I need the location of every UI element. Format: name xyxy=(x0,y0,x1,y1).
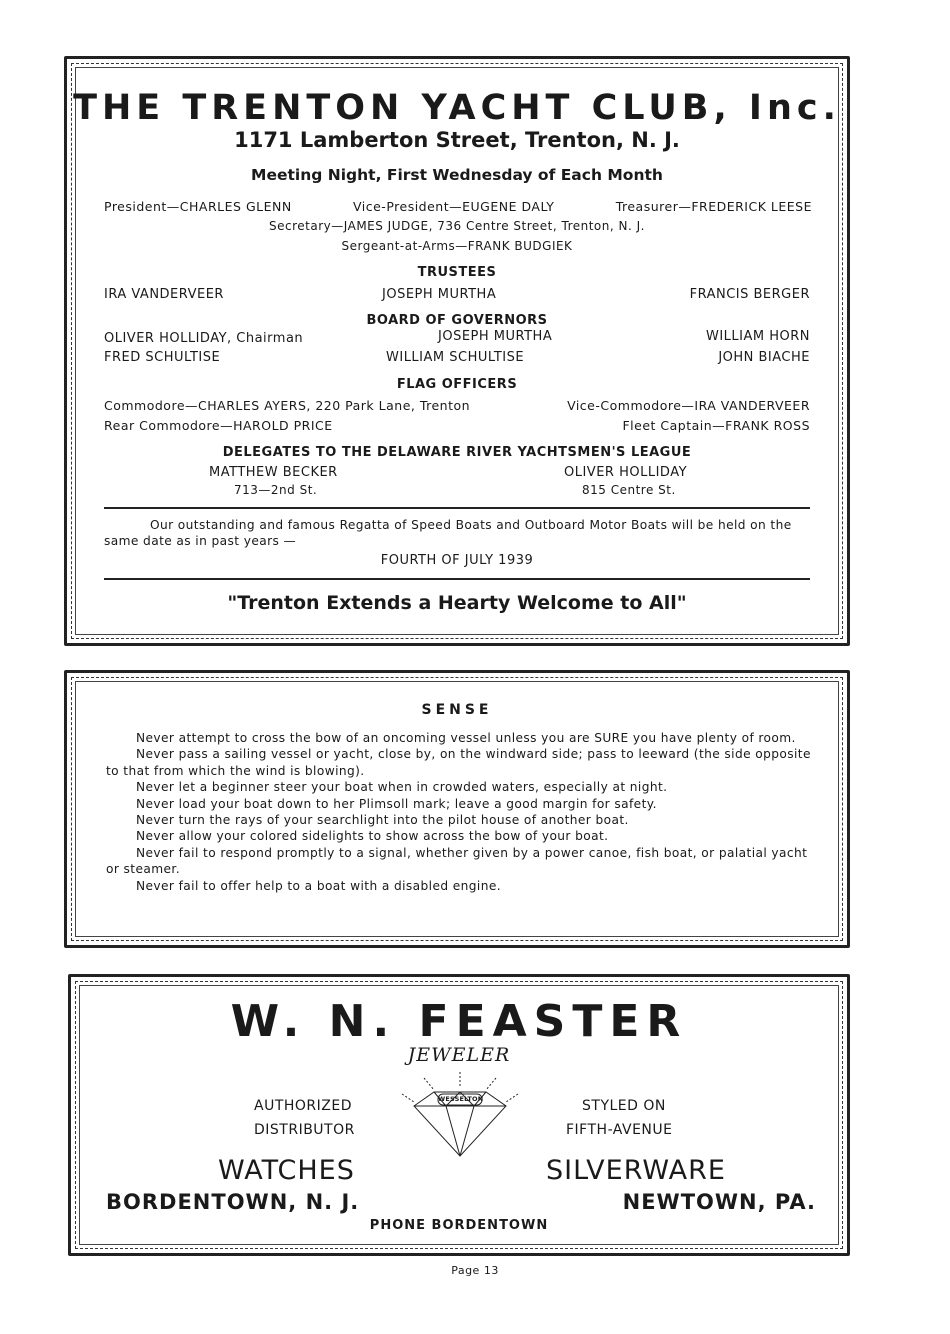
sense-rules xyxy=(106,730,814,894)
delegates-heading: DELEGATES TO THE DELAWARE RIVER YACHTSMEN'S LEAGUE xyxy=(222,445,692,460)
phone-text: PHONE BORDENTOWN xyxy=(369,1218,549,1233)
diamond-icon xyxy=(394,1070,526,1164)
treasurer: Treasurer—FREDERICK LEESE xyxy=(615,199,812,214)
governors-heading: BOARD OF GOVERNORS xyxy=(366,313,548,328)
governor-3: WILLIAM HORN xyxy=(705,329,810,344)
rule-7: Never fail to respond promptly to a signal, whether given by a power canoe, fish boat, or palatial yacht or steamer. xyxy=(106,845,808,877)
delegate-2-address: 815 Centre St. xyxy=(582,483,676,497)
fifth-avenue-text: FIFTH-AVENUE xyxy=(566,1122,673,1138)
trustee-3: FRANCIS BERGER xyxy=(689,287,810,302)
wesselton-diamond-logo xyxy=(394,1070,526,1164)
divider-top xyxy=(104,507,810,509)
newtown-text: NEWTOWN, PA. xyxy=(622,1190,816,1214)
feaster-ad-box xyxy=(68,974,850,1256)
club-address: 1171 Lamberton Street, Trenton, N. J. xyxy=(234,128,680,152)
delegate-2-name: OLIVER HOLLIDAY xyxy=(564,465,688,480)
governor-5: WILLIAM SCHULTISE xyxy=(386,350,525,365)
rule-6: Never allow your colored sidelights to show across the bow of your boat. xyxy=(136,829,609,844)
sergeant-at-arms: Sergeant-at-Arms—FRANK BUDGIEK xyxy=(341,239,573,253)
watches-text: WATCHES xyxy=(218,1155,355,1186)
regatta-date: FOURTH OF JULY 1939 xyxy=(380,553,534,568)
welcome-slogan: "Trenton Extends a Hearty Welcome to All" xyxy=(227,592,687,614)
delegate-1-address: 713—2nd St. xyxy=(234,483,318,497)
sense-heading: SENSE xyxy=(421,702,493,718)
fleet-captain: Fleet Captain—FRANK ROSS xyxy=(622,418,810,433)
secretary: Secretary—JAMES JUDGE, 736 Centre Street, Trenton, N. J. xyxy=(269,219,645,233)
page-number: Page 13 xyxy=(451,1264,499,1277)
commodore: Commodore—CHARLES AYERS, 220 Park Lane, Trenton xyxy=(104,398,471,413)
rule-4: Never load your boat down to her Plimsoll mark; leave a good margin for safety. xyxy=(136,796,657,811)
sense-box xyxy=(64,670,850,948)
governor-1: OLIVER HOLLIDAY, Chairman xyxy=(104,331,304,346)
silverware-text: SILVERWARE xyxy=(546,1155,726,1186)
president: President—CHARLES GLENN xyxy=(104,199,292,214)
rule-8: Never fail to offer help to a boat with a disabled engine. xyxy=(136,878,502,893)
vice-commodore: Vice-Commodore—IRA VANDERVEER xyxy=(567,398,810,413)
authorized-text: AUTHORIZED xyxy=(254,1098,352,1114)
rule-3: Never let a beginner steer your boat when in crowded waters, especially at night. xyxy=(136,780,668,795)
governor-4: FRED SCHULTISE xyxy=(104,350,221,365)
ad-subtitle: JEWELER xyxy=(407,1044,511,1066)
regatta-text: Our outstanding and famous Regatta of Speed Boats and Outboard Motor Boats will be held on the same date as in past years — xyxy=(104,518,792,548)
divider-bottom xyxy=(104,578,810,580)
governor-2: JOSEPH MURTHA xyxy=(438,329,553,344)
rule-2: Never pass a sailing vessel or yacht, close by, on the windward side; pass to leeward (the side opposite to that from which the wind is blowing). xyxy=(106,747,811,778)
club-title: THE TRENTON YACHT CLUB, Inc. xyxy=(73,88,841,128)
ad-name: W. N. FEASTER xyxy=(230,996,688,1047)
rule-1: Never attempt to cross the bow of an oncoming vessel unless you are SURE you have plenty of room. xyxy=(136,731,796,745)
styled-on-text: STYLED ON xyxy=(582,1098,666,1114)
rear-commodore: Rear Commodore—HAROLD PRICE xyxy=(104,418,333,433)
flag-officers-heading: FLAG OFFICERS xyxy=(396,377,518,392)
delegate-1-name: MATTHEW BECKER xyxy=(209,465,338,480)
vice-president: Vice-President—EUGENE DALY xyxy=(353,199,555,214)
governor-6: JOHN BIACHE xyxy=(718,350,810,365)
wesselton-badge-text: WESSELTON xyxy=(438,1095,484,1103)
trustees-heading: TRUSTEES xyxy=(417,265,497,280)
bordentown-text: BORDENTOWN, N. J. xyxy=(106,1190,360,1214)
rule-5: Never turn the rays of your searchlight into the pilot house of another boat. xyxy=(136,813,629,828)
meeting-night: Meeting Night, First Wednesday of Each Month xyxy=(251,166,663,184)
trustee-1: IRA VANDERVEER xyxy=(104,287,224,302)
yacht-club-box xyxy=(64,56,850,646)
trustee-2: JOSEPH MURTHA xyxy=(382,287,497,302)
distributor-text: DISTRIBUTOR xyxy=(254,1122,355,1138)
